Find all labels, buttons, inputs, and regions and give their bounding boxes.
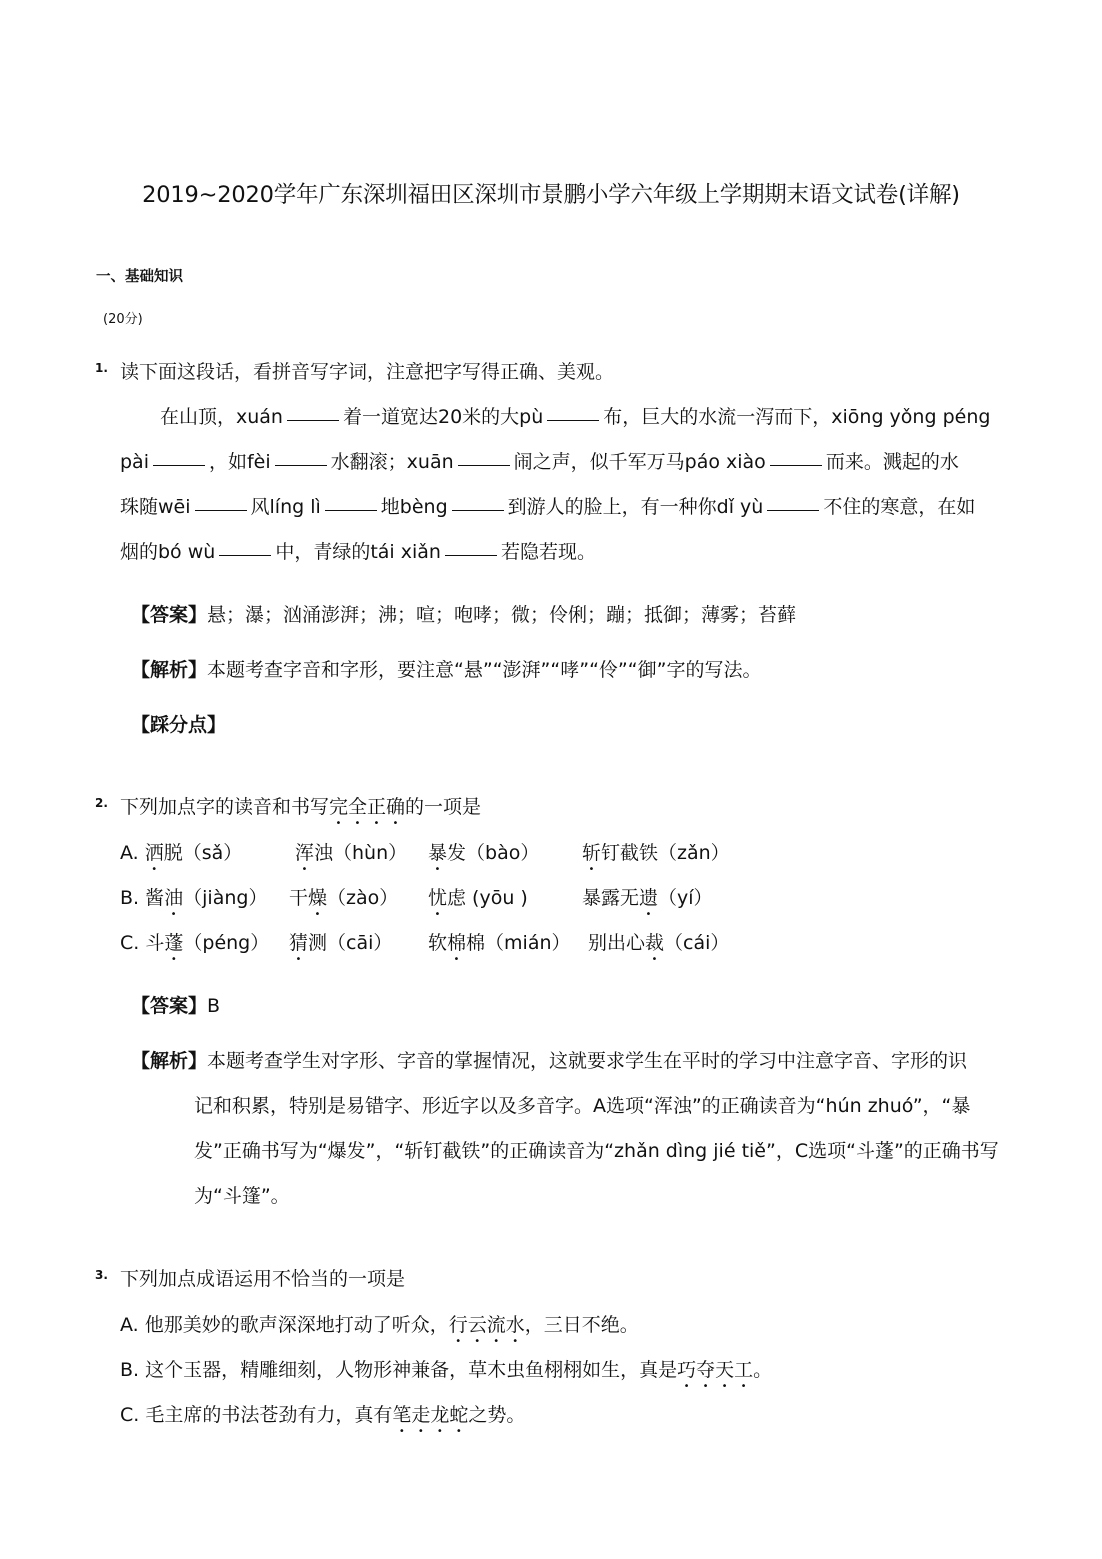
passage-text: pài	[120, 451, 149, 473]
answer-blank[interactable]	[325, 509, 377, 511]
option-text: A. 他那美妙的歌声深深地打动了听众，	[120, 1314, 449, 1336]
passage-text: 若隐若现。	[500, 541, 596, 563]
option-c-item-2	[289, 928, 392, 965]
option-text: ，三日不绝。	[524, 1314, 639, 1336]
answer-blank[interactable]	[767, 509, 819, 511]
answer-row	[131, 991, 220, 1021]
dotted-char: 燥	[308, 887, 328, 909]
option-text: 虑 (yōu )	[447, 887, 528, 909]
passage-text: 中，青绿的tái xiǎn	[275, 541, 441, 563]
dotted-idiom: 巧夺天工	[677, 1359, 754, 1381]
answer-blank[interactable]	[153, 464, 205, 466]
dotted-char: 浑	[295, 842, 315, 864]
option-a-item-4	[582, 838, 730, 875]
answer-blank[interactable]	[275, 464, 327, 466]
analysis-row	[131, 655, 761, 685]
option-text: 棉（mián）	[466, 932, 571, 954]
option-text: 软	[428, 932, 448, 954]
option-text: C. 毛主席的书法苍劲有力，真有	[120, 1404, 393, 1426]
section-score: (20分)	[103, 312, 143, 327]
option-a-item-3	[428, 838, 539, 875]
passage-text: 着一道宽达20米的大pù	[342, 406, 544, 428]
passage-text: 到游人的脸上，有一种你dǐ yù	[507, 496, 764, 518]
answer-blank[interactable]	[195, 509, 247, 511]
option-text: 干	[289, 887, 309, 909]
option-b[interactable]	[120, 883, 267, 920]
dotted-char: 猜	[289, 932, 309, 954]
dotted-char: 蓬	[164, 932, 184, 954]
answer-blank[interactable]	[547, 419, 599, 421]
passage-text: 珠随wēi	[120, 496, 191, 518]
option-text: B. 这个玉器，精雕细刻，人物形神兼备，草木虫鱼栩栩如生，真是	[120, 1359, 678, 1381]
option-text: 浊（hùn）	[314, 842, 408, 864]
option-text: 脱（sǎ）	[163, 842, 243, 864]
passage-text: ，如fèi	[208, 451, 271, 473]
analysis-text: 本题考查学生对字形、字音的掌握情况，这就要求学生在平时的学习中注意字音、字形的识	[207, 1050, 968, 1072]
answer-text: 悬；瀑；汹涌澎湃；沸；喧；咆哮；微；伶俐；蹦；抵御；薄雾；苔藓	[207, 604, 797, 626]
question-prompt: 下列加点成语运用不恰当的一项是	[120, 1268, 406, 1290]
option-b-item-3	[428, 883, 528, 920]
question-prompt: 读下面这段话，看拼音写字词，注意把字写得正确、美观。	[120, 361, 615, 383]
dotted-idiom: 行云流水	[448, 1314, 525, 1336]
option-text: 暴露无	[582, 887, 640, 909]
page-title: 2019~2020学年广东深圳福田区深圳市景鹏小学六年级上学期期末语文试卷(详解)	[142, 182, 960, 208]
answer-label: 【答案】	[131, 604, 208, 626]
passage-text: 不住的寒意，在如	[823, 496, 976, 518]
option-text: 别出心	[588, 932, 646, 954]
passage-line-1	[160, 402, 990, 432]
option-text: 测（cāi）	[308, 932, 393, 954]
answer-blank[interactable]	[287, 419, 339, 421]
dotted-char: 遗	[639, 887, 659, 909]
option-text: 发（bào）	[447, 842, 540, 864]
answer-blank[interactable]	[452, 509, 504, 511]
analysis-text: 记和积累，特别是易错字、形近字以及多音字。A选项“浑浊”的正确读音为“hún zhuó”，“暴	[194, 1095, 971, 1117]
passage-text: 布，巨大的水流一泻而下，xiōng yǒng péng	[603, 406, 991, 428]
passage-line-2	[120, 447, 959, 477]
score-points-label: 【踩分点】	[131, 714, 227, 736]
question-prompt	[120, 792, 481, 829]
answer-blank[interactable]	[219, 554, 271, 556]
passage-text: 而来。溅起的水	[825, 451, 959, 473]
option-text: 斗	[145, 932, 165, 954]
option-a[interactable]	[120, 1310, 639, 1347]
emphasized-text: 完全正确	[329, 796, 406, 818]
option-a-item-2	[295, 838, 407, 875]
passage-line-4	[120, 537, 596, 567]
passage-line-3	[120, 492, 975, 522]
passage-text: 闹之声，似千军万马páo xiào	[513, 451, 766, 473]
prompt-text: 下列加点字的读音和书写	[120, 796, 330, 818]
analysis-label: 【解析】	[131, 659, 208, 681]
option-c[interactable]	[120, 1400, 525, 1437]
option-c[interactable]	[120, 928, 269, 965]
option-label: C.	[120, 932, 140, 954]
analysis-text: 为“斗篷”。	[194, 1185, 290, 1207]
option-label: B.	[120, 887, 140, 909]
score-points-row	[131, 710, 226, 740]
analysis-text: 本题考查字音和字形，要注意“悬”“澎湃”“哮”“伶”“御”字的写法。	[207, 659, 762, 681]
analysis-row	[131, 1046, 967, 1076]
section-heading: 一、基础知识	[96, 269, 183, 285]
answer-blank[interactable]	[770, 464, 822, 466]
answer-row	[131, 600, 796, 630]
dotted-idiom: 笔走龙蛇	[392, 1404, 469, 1426]
option-text: （jiàng）	[183, 887, 268, 909]
option-text: 酱	[145, 887, 165, 909]
option-text: 。	[753, 1359, 773, 1381]
option-text: （péng）	[183, 932, 270, 954]
question-number: 2.	[95, 796, 108, 810]
option-text: 钉截铁（zǎn）	[601, 842, 730, 864]
passage-text: 风líng lì	[250, 496, 321, 518]
answer-blank[interactable]	[458, 464, 510, 466]
answer-text: B	[207, 995, 221, 1017]
option-text: （zào）	[327, 887, 399, 909]
passage-text: 烟的bó wù	[120, 541, 216, 563]
option-text: （cái）	[664, 932, 730, 954]
passage-text: 水翻滚；xuān	[330, 451, 454, 473]
question-number: 1.	[95, 361, 108, 375]
dotted-char: 洒	[144, 842, 164, 864]
option-b[interactable]	[120, 1355, 772, 1392]
option-text: （yí）	[658, 887, 713, 909]
passage-text: 地bèng	[380, 496, 448, 518]
prompt-text: 的一项是	[405, 796, 482, 818]
option-a[interactable]	[120, 838, 242, 875]
dotted-char: 忧	[428, 887, 448, 909]
option-b-item-4	[582, 883, 713, 920]
option-label: A.	[120, 842, 139, 864]
analysis-text: 发”正确书写为“爆发”，“斩钉截铁”的正确读音为“zhǎn dìng jié tiě”，C选项“斗蓬”的正确书写	[194, 1140, 999, 1162]
dotted-char: 暴	[428, 842, 448, 864]
option-text: 之势。	[468, 1404, 526, 1426]
dotted-char: 裁	[645, 932, 665, 954]
dotted-char: 斩	[582, 842, 602, 864]
dotted-char: 棉	[447, 932, 467, 954]
passage-text: 在山顶，xuán	[160, 406, 283, 428]
dotted-char: 油	[164, 887, 184, 909]
option-c-item-3	[428, 928, 571, 965]
option-c-item-4	[588, 928, 729, 965]
answer-blank[interactable]	[445, 554, 497, 556]
answer-label: 【答案】	[131, 995, 208, 1017]
question-number: 3.	[95, 1268, 108, 1282]
analysis-label: 【解析】	[131, 1050, 208, 1072]
option-b-item-2	[289, 883, 398, 920]
